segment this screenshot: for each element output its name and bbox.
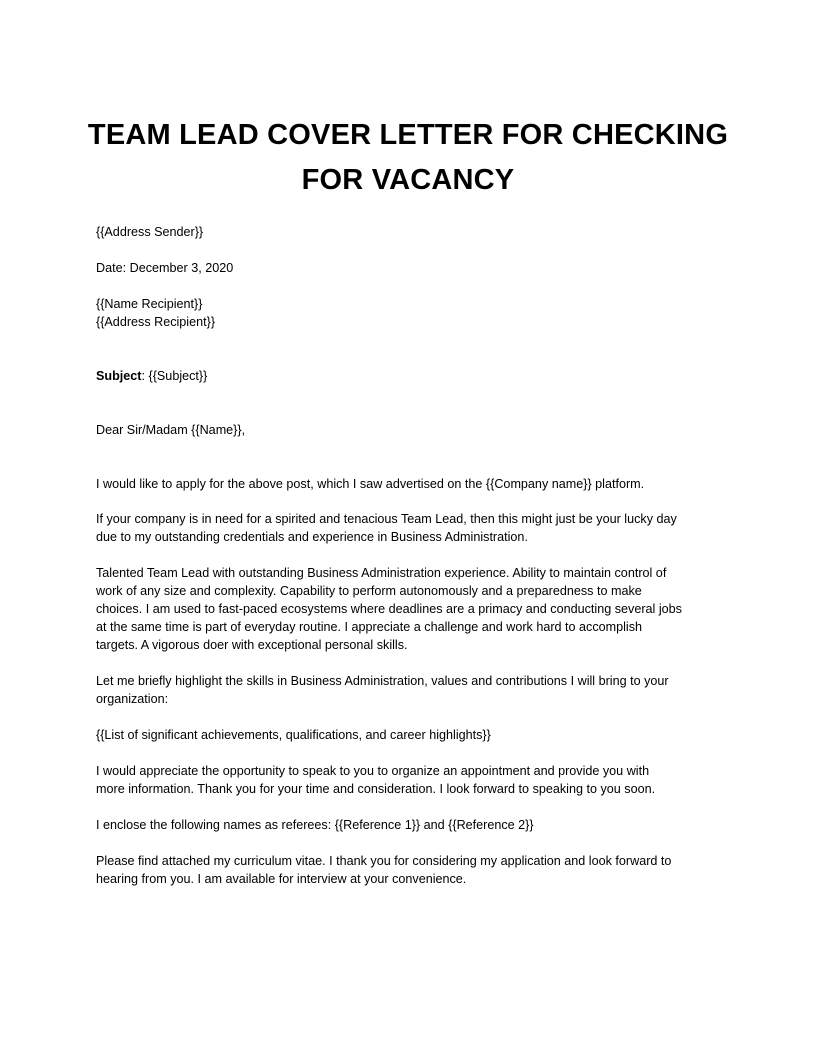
salutation: Dear Sir/Madam {{Name}}, bbox=[96, 423, 246, 437]
document-title bbox=[60, 113, 756, 203]
sender-address: {{Address Sender}} bbox=[96, 225, 204, 239]
letter-date: Date: December 3, 2020 bbox=[96, 261, 234, 275]
paragraph-line: I would like to apply for the above post, which I saw advertised on the {{Company name}} platform. bbox=[96, 477, 645, 491]
paragraph-line: choices. I am used to fast-paced ecosystems where deadlines are a primacy and conducting several jobs bbox=[96, 602, 682, 616]
paragraph-line: due to my outstanding credentials and experience in Business Administration. bbox=[96, 530, 528, 544]
letter-body bbox=[96, 223, 721, 888]
paragraph-line: organization: bbox=[96, 692, 169, 706]
paragraph-line: targets. A vigorous doer with exceptional personal skills. bbox=[96, 638, 408, 652]
paragraph-4 bbox=[96, 672, 721, 708]
recipient-address: {{Address Recipient}} bbox=[96, 315, 216, 329]
paragraph-line: Let me briefly highlight the skills in Business Administration, values and contributions I will bring to your bbox=[96, 674, 669, 688]
paragraph-line: work of any size and complexity. Capability to perform autonomously and a preparedness to make bbox=[96, 584, 642, 598]
subject-label: Subject bbox=[96, 369, 142, 383]
paragraph-8 bbox=[96, 852, 721, 888]
paragraph-line: Talented Team Lead with outstanding Business Administration experience. Ability to maintain control of bbox=[96, 566, 667, 580]
paragraph-1 bbox=[96, 475, 721, 493]
title-line-2: FOR VACANCY bbox=[301, 164, 515, 196]
paragraph-line: Please find attached my curriculum vitae. I thank you for considering my application and look forward to bbox=[96, 854, 672, 868]
paragraph-5 bbox=[96, 726, 721, 744]
title-line-1: TEAM LEAD COVER LETTER FOR CHECKING bbox=[87, 119, 729, 151]
paragraph-7 bbox=[96, 816, 721, 834]
paragraph-line: at the same time is part of everyday routine. I appreciate a challenge and work hard to accomplish bbox=[96, 620, 643, 634]
paragraph-line: hearing from you. I am available for interview at your convenience. bbox=[96, 872, 467, 886]
recipient-name: {{Name Recipient}} bbox=[96, 297, 203, 311]
paragraph-line: {{List of significant achievements, qualifications, and career highlights}} bbox=[96, 728, 491, 742]
paragraph-line: I enclose the following names as referees: {{Reference 1}} and {{Reference 2}} bbox=[96, 818, 534, 832]
subject-value: : {{Subject}} bbox=[141, 369, 208, 383]
subject-line bbox=[96, 367, 721, 385]
paragraph-2 bbox=[96, 510, 721, 546]
paragraph-line: If your company is in need for a spirited and tenacious Team Lead, then this might just be your lucky day bbox=[96, 512, 677, 526]
paragraph-line: more information. Thank you for your time and consideration. I look forward to speaking to you soon. bbox=[96, 782, 656, 796]
paragraph-3 bbox=[96, 564, 721, 654]
paragraph-6 bbox=[96, 762, 721, 798]
paragraph-line: I would appreciate the opportunity to speak to you to organize an appointment and provide you with bbox=[96, 764, 650, 778]
